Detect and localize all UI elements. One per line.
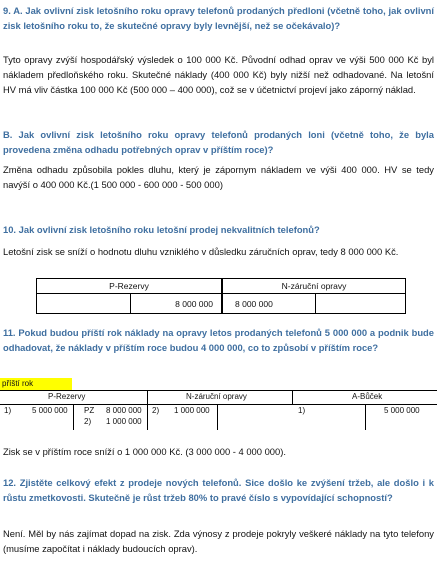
question-9b: B. Jak ovlivní zisk letošního roku opravy telefonů prodaných loni (včetně toho, že byla provedena změna odhadu potřebných oprav v příštím roce)? [3, 129, 434, 155]
row-label: 1) [298, 406, 306, 415]
row-label: 2) [84, 417, 92, 426]
question-10: 10. Jak ovlivní zisk letošního roku letošní prodej nekvalitních telefonů? [3, 224, 320, 235]
answer-12: Není. Měl by nás zajímat dopad na zisk. Zda výnosy z prodeje pokryly veškeré náklady na tyto telefony (musíme započítat i náklady budoucích oprav). [3, 528, 434, 554]
account-title-opravy: N-záruční opravy [186, 392, 247, 401]
row-value: 1 000 000 [106, 417, 142, 426]
row-value: 5 000 000 [384, 406, 420, 415]
t-account-title: P-Rezervy [109, 281, 149, 291]
t-account-opravy-q10 [222, 278, 406, 314]
row-label: 1) [4, 406, 12, 415]
question-9a: 9. A. Jak ovlivní zisk letošního roku opravy telefonů prodaných předloni (včetně toho, jak ovlivní zisk letošního roku to, že skutečné opravy byly levnější, než se očekávalo)? [3, 5, 434, 31]
t-account-rezervy-q10 [36, 278, 222, 314]
account-title-rezervy: P-Rezervy [48, 392, 86, 401]
account-title-bucet: A-Bůček [352, 392, 383, 401]
row-value: 1 000 000 [174, 406, 210, 415]
t-accounts-q11 [0, 390, 437, 430]
row-value: 8 000 000 [106, 406, 142, 415]
t-account-value: 8 000 000 [235, 299, 273, 309]
t-account-value: 8 000 000 [175, 299, 213, 309]
year-label: příští rok [0, 378, 72, 390]
question-11: 11. Pokud budou příští rok náklady na opravy letos prodaných telefonů 5 000 000 a podnik bude odhadovat, že náklady v příštím roce budou 4 000 000, co to způsobí v příštím roce? [3, 327, 434, 353]
answer-11: Zisk se v příštím roce sníží o 1 000 000 Kč. (3 000 000 - 4 000 000). [3, 446, 286, 457]
t-account-title: N-záruční opravy [281, 281, 347, 291]
answer-9b: Změna odhadu způsobila pokles dluhu, který je zápornym nákladem ve výši 400 000. HV se tedy navýší o 400 000 Kč.(1 500 000 - 600 000 - 500 000) [3, 164, 434, 190]
row-label: 2) [152, 406, 160, 415]
answer-10: Letošní zisk se sníží o hodnotu dluhu vzniklého v důsledku záručních oprav, tedy 8 000 000 Kč. [3, 246, 399, 257]
row-label: PZ [84, 406, 95, 415]
row-value: 5 000 000 [32, 406, 68, 415]
answer-9a [3, 52, 434, 97]
question-12: 12. Zjistěte celkový efekt z prodeje nových telefonů. Sice došlo ke zvýšení tržeb, ale došlo i k růstu zmetkovosti. Skutečně je růst tržeb 80% to pravé číslo s vypovídající schopností? [3, 477, 434, 503]
answer-9a-text: Tyto opravy zvýší hospodářský výsledek o 100 000 Kč. Původní odhad oprav ve výši 500 000 Kč byl nákladem předloňského roku. Skutečné náklady (400 000 Kč) byly nižší než odhadované. Na letošní HV má vliv částka 100 000 Kč (500 000 – 400 000), což se v účetnictví projeví jako záporný náklad. [3, 54, 434, 95]
